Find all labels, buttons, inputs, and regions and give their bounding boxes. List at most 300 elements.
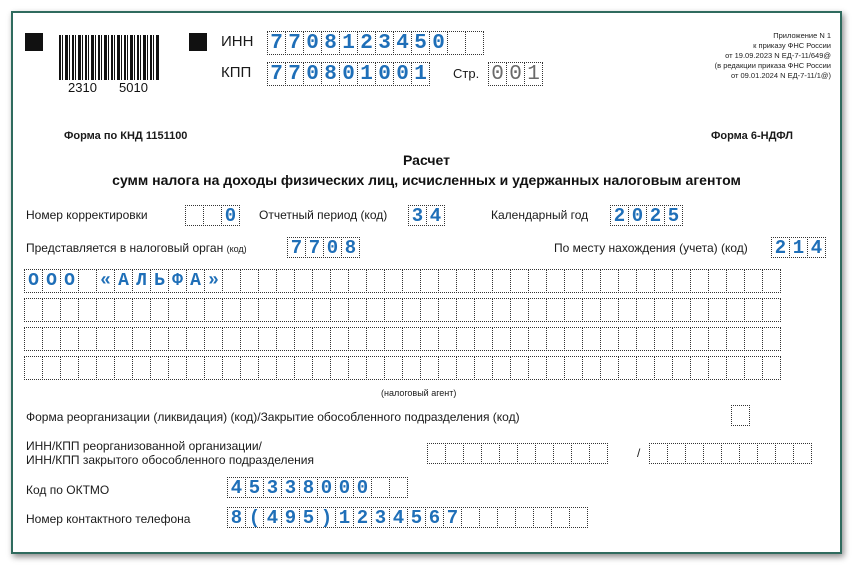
char-cell[interactable] <box>479 507 498 528</box>
char-cell[interactable] <box>114 327 133 351</box>
char-cell[interactable] <box>42 356 61 380</box>
char-cell[interactable] <box>366 269 385 293</box>
char-cell[interactable] <box>258 356 277 380</box>
registration-mark-left <box>25 33 43 51</box>
char-cell[interactable]: 5 <box>411 31 430 55</box>
char-cell[interactable] <box>330 298 349 322</box>
char-cell[interactable] <box>78 269 97 293</box>
char-cell[interactable] <box>258 327 277 351</box>
char-cell[interactable] <box>60 356 79 380</box>
char-cell[interactable] <box>294 298 313 322</box>
char-cell[interactable] <box>330 356 349 380</box>
reorg-inn-label <box>26 439 314 467</box>
char-cell[interactable] <box>294 269 313 293</box>
char-cell[interactable] <box>703 443 722 464</box>
char-cell[interactable]: 2 <box>610 205 629 226</box>
char-cell[interactable] <box>510 298 529 322</box>
char-cell[interactable] <box>546 356 565 380</box>
char-cell[interactable]: 1 <box>357 62 376 86</box>
char-cell[interactable] <box>330 327 349 351</box>
org-name-row-1[interactable] <box>24 269 780 293</box>
char-cell[interactable] <box>420 356 439 380</box>
char-cell[interactable] <box>553 443 572 464</box>
period-label: Отчетный период (код) <box>259 208 388 222</box>
char-cell[interactable] <box>582 269 601 293</box>
char-cell[interactable] <box>654 298 673 322</box>
reorg-form-cell[interactable] <box>731 405 749 426</box>
inn-cells[interactable] <box>267 31 483 55</box>
registration-mark-right <box>189 33 207 51</box>
reorg-slash: / <box>637 446 641 460</box>
char-cell[interactable] <box>371 477 390 498</box>
char-cell[interactable] <box>499 443 518 464</box>
char-cell[interactable] <box>42 298 61 322</box>
char-cell[interactable] <box>60 327 79 351</box>
inn-label: ИНН <box>221 33 254 50</box>
char-cell[interactable] <box>60 298 79 322</box>
char-cell[interactable] <box>168 298 187 322</box>
char-cell[interactable] <box>571 443 590 464</box>
char-cell[interactable] <box>222 269 241 293</box>
location-cells[interactable] <box>771 237 825 258</box>
char-cell[interactable] <box>204 298 223 322</box>
char-cell[interactable] <box>481 443 500 464</box>
char-cell[interactable] <box>294 327 313 351</box>
form-title: Расчет <box>403 152 450 168</box>
char-cell[interactable] <box>150 298 169 322</box>
char-cell[interactable] <box>186 356 205 380</box>
char-cell[interactable] <box>618 298 637 322</box>
char-cell[interactable] <box>672 327 691 351</box>
char-cell[interactable]: Л <box>132 269 151 293</box>
char-cell[interactable]: 0 <box>353 477 372 498</box>
char-cell[interactable]: 0 <box>628 205 647 226</box>
char-cell[interactable]: 1 <box>789 237 808 258</box>
char-cell[interactable] <box>384 327 403 351</box>
char-cell[interactable] <box>654 269 673 293</box>
char-cell[interactable] <box>389 477 408 498</box>
char-cell[interactable] <box>551 507 570 528</box>
char-cell[interactable] <box>762 327 781 351</box>
char-cell[interactable] <box>438 269 457 293</box>
char-cell[interactable] <box>546 327 565 351</box>
char-cell[interactable] <box>150 327 169 351</box>
char-cell[interactable] <box>672 269 691 293</box>
oktmo-cells[interactable] <box>227 477 407 498</box>
org-name-row-2[interactable] <box>24 298 780 322</box>
appendix-line-2: к приказу ФНС России <box>753 41 831 50</box>
char-cell[interactable]: 2 <box>646 205 665 226</box>
char-cell[interactable] <box>445 443 464 464</box>
char-cell[interactable] <box>510 356 529 380</box>
char-cell[interactable] <box>420 269 439 293</box>
char-cell[interactable] <box>690 356 709 380</box>
char-cell[interactable] <box>582 327 601 351</box>
tax-organ-code-suffix: (код) <box>226 244 247 254</box>
char-cell[interactable] <box>78 327 97 351</box>
char-cell[interactable] <box>240 298 259 322</box>
char-cell[interactable]: О <box>24 269 43 293</box>
char-cell[interactable]: 8 <box>299 477 318 498</box>
char-cell[interactable] <box>240 269 259 293</box>
char-cell[interactable]: 5 <box>664 205 683 226</box>
char-cell[interactable] <box>672 298 691 322</box>
char-cell[interactable] <box>204 356 223 380</box>
char-cell[interactable] <box>492 298 511 322</box>
char-cell[interactable]: 5 <box>299 507 318 528</box>
form-knd: Форма по КНД 1151100 <box>64 130 188 142</box>
char-cell[interactable]: 9 <box>281 507 300 528</box>
char-cell[interactable] <box>517 443 536 464</box>
char-cell[interactable]: 0 <box>488 62 507 86</box>
char-cell[interactable] <box>793 443 812 464</box>
char-cell[interactable] <box>150 356 169 380</box>
char-cell[interactable] <box>168 356 187 380</box>
char-cell[interactable]: 0 <box>221 205 240 226</box>
char-cell[interactable] <box>96 356 115 380</box>
char-cell[interactable] <box>465 31 484 55</box>
char-cell[interactable] <box>762 298 781 322</box>
char-cell[interactable]: ( <box>245 507 264 528</box>
char-cell[interactable] <box>366 298 385 322</box>
char-cell[interactable] <box>330 269 349 293</box>
char-cell[interactable] <box>438 327 457 351</box>
char-cell[interactable] <box>474 269 493 293</box>
char-cell[interactable] <box>533 507 552 528</box>
char-cell[interactable] <box>744 269 763 293</box>
reorg-inn-label-line-2: ИНН/КПП закрытого обособленного подразделения <box>26 453 314 467</box>
char-cell[interactable] <box>222 327 241 351</box>
char-cell[interactable]: Ь <box>150 269 169 293</box>
char-cell[interactable] <box>168 327 187 351</box>
char-cell[interactable] <box>528 298 547 322</box>
char-cell[interactable] <box>258 298 277 322</box>
char-cell[interactable]: 5 <box>245 477 264 498</box>
char-cell[interactable] <box>618 327 637 351</box>
char-cell[interactable] <box>708 298 727 322</box>
char-cell[interactable] <box>726 298 745 322</box>
char-cell[interactable] <box>240 327 259 351</box>
char-cell[interactable] <box>618 269 637 293</box>
char-cell[interactable]: 8 <box>321 62 340 86</box>
char-cell[interactable] <box>222 356 241 380</box>
char-cell[interactable] <box>132 327 151 351</box>
barcode-number-left: 2310 <box>68 80 97 95</box>
char-cell[interactable] <box>546 269 565 293</box>
char-cell[interactable] <box>582 298 601 322</box>
char-cell[interactable]: 3 <box>263 477 282 498</box>
appendix-line-4: (в редакции приказа ФНС России <box>714 61 831 70</box>
char-cell[interactable] <box>672 356 691 380</box>
kpp-label: КПП <box>221 64 252 81</box>
char-cell[interactable] <box>24 327 43 351</box>
char-cell[interactable] <box>775 443 794 464</box>
char-cell[interactable] <box>492 356 511 380</box>
char-cell[interactable] <box>461 507 480 528</box>
char-cell[interactable] <box>528 327 547 351</box>
char-cell[interactable]: 5 <box>407 507 426 528</box>
char-cell[interactable] <box>744 356 763 380</box>
tax-organ-label-text: Представляется в налоговый орган <box>26 241 224 255</box>
reorg-inn-label-line-1: ИНН/КПП реорганизованной организации/ <box>26 439 262 453</box>
char-cell[interactable] <box>276 327 295 351</box>
char-cell[interactable]: А <box>186 269 205 293</box>
char-cell[interactable] <box>186 298 205 322</box>
char-cell[interactable] <box>636 356 655 380</box>
char-cell[interactable] <box>312 269 331 293</box>
char-cell[interactable]: 1 <box>411 62 430 86</box>
char-cell[interactable] <box>463 443 482 464</box>
char-cell[interactable] <box>312 327 331 351</box>
char-cell[interactable] <box>258 269 277 293</box>
char-cell[interactable]: » <box>204 269 223 293</box>
char-cell[interactable] <box>222 298 241 322</box>
barcode-image <box>59 35 159 80</box>
char-cell[interactable] <box>447 31 466 55</box>
char-cell[interactable] <box>24 298 43 322</box>
char-cell[interactable] <box>721 443 740 464</box>
barcode-number-right: 5010 <box>119 80 148 95</box>
reorg-inn-cells[interactable] <box>427 443 607 464</box>
org-name-row-3[interactable] <box>24 327 780 351</box>
char-cell[interactable] <box>185 205 204 226</box>
char-cell[interactable]: 1 <box>524 62 543 86</box>
char-cell[interactable] <box>203 205 222 226</box>
char-cell[interactable] <box>384 356 403 380</box>
char-cell[interactable] <box>589 443 608 464</box>
char-cell[interactable]: 0 <box>393 62 412 86</box>
char-cell[interactable]: 0 <box>339 62 358 86</box>
char-cell[interactable] <box>726 269 745 293</box>
char-cell[interactable]: 8 <box>227 507 246 528</box>
char-cell[interactable]: ) <box>317 507 336 528</box>
char-cell[interactable] <box>384 298 403 322</box>
char-cell[interactable] <box>690 269 709 293</box>
char-cell[interactable] <box>384 269 403 293</box>
char-cell[interactable]: 0 <box>303 62 322 86</box>
char-cell[interactable] <box>690 298 709 322</box>
char-cell[interactable] <box>276 269 295 293</box>
char-cell[interactable] <box>528 269 547 293</box>
char-cell[interactable] <box>685 443 704 464</box>
char-cell[interactable]: 2 <box>353 507 372 528</box>
char-cell[interactable] <box>402 269 421 293</box>
reorg-kpp-cells[interactable] <box>649 443 811 464</box>
char-cell[interactable]: 3 <box>408 205 427 226</box>
char-cell[interactable]: 3 <box>281 477 300 498</box>
char-cell[interactable] <box>726 327 745 351</box>
char-cell[interactable] <box>708 356 727 380</box>
char-cell[interactable] <box>636 327 655 351</box>
char-cell[interactable] <box>438 298 457 322</box>
char-cell[interactable] <box>582 356 601 380</box>
char-cell[interactable] <box>474 327 493 351</box>
char-cell[interactable] <box>312 356 331 380</box>
char-cell[interactable]: А <box>114 269 133 293</box>
char-cell[interactable] <box>492 269 511 293</box>
char-cell[interactable]: 0 <box>335 477 354 498</box>
org-name-row-4[interactable] <box>24 356 780 380</box>
char-cell[interactable] <box>564 327 583 351</box>
char-cell[interactable]: 0 <box>303 31 322 55</box>
char-cell[interactable]: 1 <box>339 31 358 55</box>
char-cell[interactable] <box>564 269 583 293</box>
page-label: Стр. <box>453 66 480 81</box>
char-cell[interactable]: « <box>96 269 115 293</box>
char-cell[interactable]: 4 <box>389 507 408 528</box>
char-cell[interactable] <box>456 327 475 351</box>
char-cell[interactable] <box>366 327 385 351</box>
appendix-line-1: Приложение N 1 <box>773 31 831 40</box>
char-cell[interactable]: Ф <box>168 269 187 293</box>
char-cell[interactable]: 7 <box>267 62 286 86</box>
char-cell[interactable]: 4 <box>426 205 445 226</box>
char-cell[interactable]: 7 <box>287 237 306 258</box>
char-cell[interactable] <box>348 269 367 293</box>
char-cell[interactable] <box>762 356 781 380</box>
char-cell[interactable] <box>654 356 673 380</box>
char-cell[interactable]: 4 <box>393 31 412 55</box>
char-cell[interactable] <box>420 327 439 351</box>
char-cell[interactable] <box>276 298 295 322</box>
char-cell[interactable] <box>402 356 421 380</box>
char-cell[interactable] <box>456 269 475 293</box>
year-cells[interactable] <box>610 205 682 226</box>
char-cell[interactable] <box>600 298 619 322</box>
char-cell[interactable]: О <box>60 269 79 293</box>
char-cell[interactable]: 7 <box>285 31 304 55</box>
char-cell[interactable]: 0 <box>506 62 525 86</box>
char-cell[interactable] <box>348 327 367 351</box>
char-cell[interactable] <box>564 356 583 380</box>
char-cell[interactable] <box>96 327 115 351</box>
char-cell[interactable] <box>78 356 97 380</box>
tax-organ-cells[interactable] <box>287 237 359 258</box>
page-cells[interactable] <box>488 62 542 86</box>
char-cell[interactable] <box>114 298 133 322</box>
char-cell[interactable]: 1 <box>335 507 354 528</box>
char-cell[interactable]: 4 <box>807 237 826 258</box>
char-cell[interactable] <box>649 443 668 464</box>
char-cell[interactable] <box>535 443 554 464</box>
char-cell[interactable] <box>618 356 637 380</box>
char-cell[interactable] <box>497 507 516 528</box>
char-cell[interactable] <box>757 443 776 464</box>
period-cells[interactable] <box>408 205 444 226</box>
char-cell[interactable] <box>474 298 493 322</box>
char-cell[interactable] <box>510 327 529 351</box>
char-cell[interactable]: О <box>42 269 61 293</box>
char-cell[interactable] <box>456 298 475 322</box>
char-cell[interactable] <box>739 443 758 464</box>
char-cell[interactable]: 2 <box>357 31 376 55</box>
char-cell[interactable]: 4 <box>227 477 246 498</box>
char-cell[interactable]: 4 <box>263 507 282 528</box>
appendix-line-5: от 09.01.2024 N ЕД-7-11/1@) <box>730 71 831 80</box>
phone-cells[interactable] <box>227 507 587 528</box>
char-cell[interactable] <box>474 356 493 380</box>
char-cell[interactable] <box>114 356 133 380</box>
char-cell[interactable] <box>132 298 151 322</box>
char-cell[interactable] <box>600 269 619 293</box>
char-cell[interactable] <box>708 327 727 351</box>
char-cell[interactable] <box>564 298 583 322</box>
char-cell[interactable]: 2 <box>771 237 790 258</box>
char-cell[interactable] <box>744 327 763 351</box>
char-cell[interactable] <box>762 269 781 293</box>
char-cell[interactable] <box>276 356 295 380</box>
char-cell[interactable] <box>427 443 446 464</box>
char-cell[interactable]: 0 <box>375 62 394 86</box>
char-cell[interactable] <box>654 327 673 351</box>
char-cell[interactable] <box>438 356 457 380</box>
oktmo-label: Код по ОКТМО <box>26 483 110 497</box>
char-cell[interactable] <box>667 443 686 464</box>
char-cell[interactable] <box>569 507 588 528</box>
char-cell[interactable]: 7 <box>443 507 462 528</box>
char-cell[interactable]: 8 <box>341 237 360 258</box>
char-cell[interactable] <box>294 356 313 380</box>
char-cell[interactable] <box>515 507 534 528</box>
char-cell[interactable] <box>600 327 619 351</box>
char-cell[interactable] <box>78 298 97 322</box>
char-cell[interactable] <box>744 298 763 322</box>
char-cell[interactable] <box>690 327 709 351</box>
char-cell[interactable] <box>528 356 547 380</box>
char-cell[interactable] <box>456 356 475 380</box>
char-cell[interactable] <box>402 327 421 351</box>
reorg-form-label: Форма реорганизации (ликвидация) (код)/Закрытие обособленного подразделения (код) <box>26 410 520 424</box>
char-cell[interactable] <box>204 327 223 351</box>
char-cell[interactable]: 0 <box>317 477 336 498</box>
char-cell[interactable] <box>366 356 385 380</box>
char-cell[interactable] <box>636 298 655 322</box>
char-cell[interactable]: 8 <box>321 31 340 55</box>
char-cell[interactable] <box>348 356 367 380</box>
location-label: По месту нахождения (учета) (код) <box>554 241 748 255</box>
char-cell[interactable]: 7 <box>267 31 286 55</box>
char-cell[interactable] <box>636 269 655 293</box>
correction-cells[interactable] <box>185 205 239 226</box>
char-cell[interactable]: 7 <box>305 237 324 258</box>
char-cell[interactable] <box>708 269 727 293</box>
char-cell[interactable] <box>96 298 115 322</box>
char-cell[interactable] <box>726 356 745 380</box>
char-cell[interactable] <box>24 356 43 380</box>
char-cell[interactable]: 6 <box>425 507 444 528</box>
char-cell[interactable] <box>731 405 750 426</box>
kpp-cells[interactable] <box>267 62 429 86</box>
char-cell[interactable]: 0 <box>323 237 342 258</box>
appendix-line-3: от 19.09.2023 N ЕД-7-11/649@ <box>725 51 831 60</box>
char-cell[interactable] <box>600 356 619 380</box>
char-cell[interactable] <box>402 298 421 322</box>
char-cell[interactable] <box>420 298 439 322</box>
char-cell[interactable] <box>348 298 367 322</box>
char-cell[interactable] <box>492 327 511 351</box>
char-cell[interactable]: 0 <box>429 31 448 55</box>
char-cell[interactable] <box>240 356 259 380</box>
char-cell[interactable]: 3 <box>375 31 394 55</box>
char-cell[interactable]: 7 <box>285 62 304 86</box>
char-cell[interactable] <box>546 298 565 322</box>
char-cell[interactable] <box>42 327 61 351</box>
char-cell[interactable]: 3 <box>371 507 390 528</box>
char-cell[interactable] <box>186 327 205 351</box>
char-cell[interactable] <box>312 298 331 322</box>
char-cell[interactable] <box>510 269 529 293</box>
char-cell[interactable] <box>132 356 151 380</box>
